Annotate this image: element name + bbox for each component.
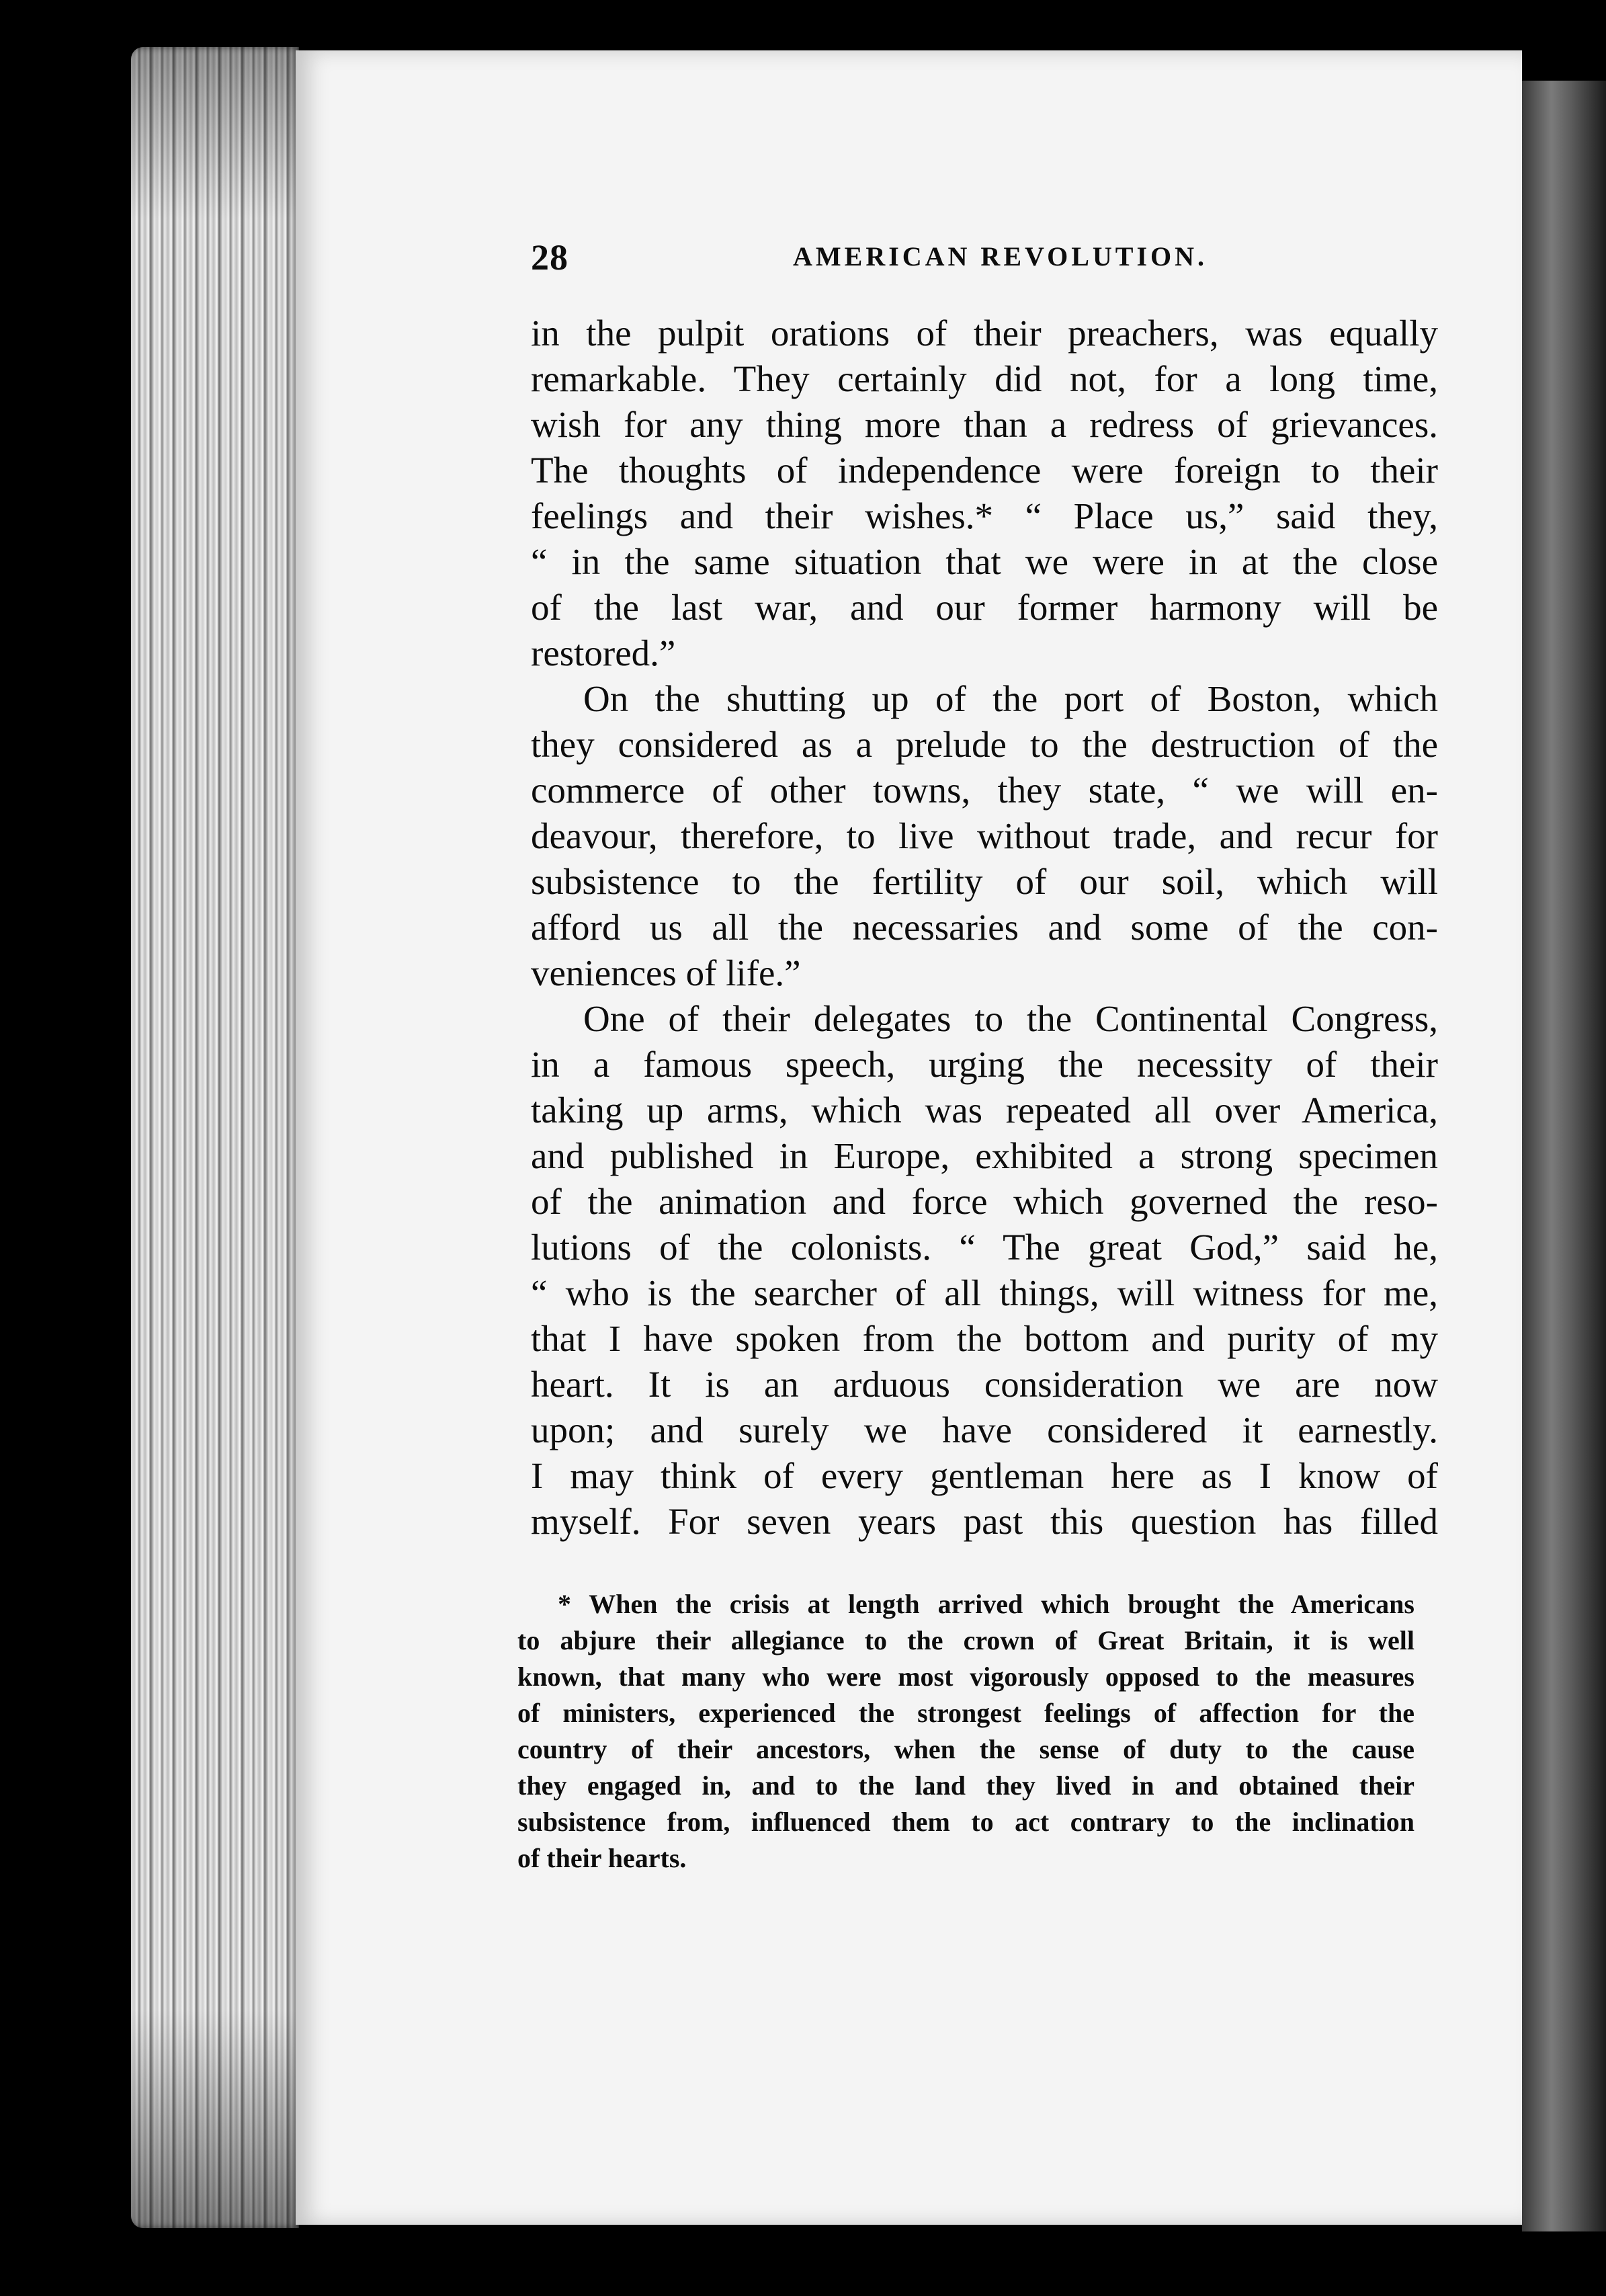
text-line: afford us all the necessaries and some of the con- — [531, 907, 1438, 948]
text-line: subsistence to the fertility of our soil, which will — [531, 861, 1438, 902]
text-line: and published in Europe, exhibited a strong specimen — [531, 1135, 1438, 1176]
text-line: veniences of life.” — [531, 952, 801, 993]
text-line: “ who is the searcher of all things, will witness for me, — [531, 1272, 1438, 1313]
text-line: I may think of every gentleman here as I know of — [531, 1455, 1438, 1496]
text-line: deavour, therefore, to live without trade, and recur for — [531, 815, 1438, 856]
footnote-line: country of their ancestors, when the sense of duty to the cause — [517, 1734, 1414, 1764]
footnote-line: of their hearts. — [517, 1843, 687, 1873]
footnote-line: they engaged in, and to the land they lived in and obtained their — [517, 1770, 1414, 1801]
text-line: feelings and their wishes.* “ Place us,” said they, — [531, 495, 1438, 536]
text-line: myself. For seven years past this question has filled — [531, 1501, 1438, 1542]
text-line: One of their delegates to the Continental Congress, — [583, 998, 1438, 1039]
text-line: they considered as a prelude to the destruction of the — [531, 724, 1438, 765]
facing-page-edge — [1522, 81, 1606, 2231]
text-line: The thoughts of independence were foreign to their — [531, 450, 1438, 491]
footnote — [517, 1586, 1414, 1877]
text-line: remarkable. They certainly did not, for a long time, — [531, 358, 1438, 399]
running-head — [531, 237, 1438, 297]
text-line: wish for any thing more than a redress of grievances. — [531, 404, 1438, 445]
text-line: restored.” — [531, 632, 676, 673]
text-line: upon; and surely we have considered it earnestly. — [531, 1409, 1438, 1450]
text-line: heart. It is an arduous consideration we are now — [531, 1364, 1438, 1405]
footnote-line: * When the crisis at length arrived which brought the Americans — [558, 1589, 1414, 1619]
footnote-line: of ministers, experienced the strongest feelings of affection for the — [517, 1698, 1414, 1728]
page-edges — [131, 47, 299, 2228]
text-line: in a famous speech, urging the necessity of their — [531, 1044, 1438, 1085]
text-line: “ in the same situation that we were in at the close — [531, 541, 1438, 582]
text-line: in the pulpit orations of their preachers, was equally — [531, 313, 1438, 354]
text-line: lutions of the colonists. “ The great God,” said he, — [531, 1227, 1438, 1268]
running-title: AMERICAN REVOLUTION. — [793, 241, 1208, 272]
text-line: of the animation and force which governed the reso- — [531, 1181, 1438, 1222]
text-line: of the last war, and our former harmony will be — [531, 587, 1438, 628]
text-line: On the shutting up of the port of Boston, which — [583, 678, 1438, 719]
text-line: taking up arms, which was repeated all over America, — [531, 1090, 1438, 1131]
footnote-line: to abjure their allegiance to the crown of Great Britain, it is well — [517, 1625, 1414, 1655]
text-line: that I have spoken from the bottom and purity of my — [531, 1318, 1438, 1359]
page-number: 28 — [531, 237, 568, 278]
footnote-line: known, that many who were most vigorously opposed to the measures — [517, 1662, 1414, 1692]
footnote-line: subsistence from, influenced them to act contrary to the inclination — [517, 1807, 1414, 1837]
text-line: commerce of other towns, they state, “ we will en- — [531, 770, 1438, 811]
body-text — [531, 311, 1438, 1545]
